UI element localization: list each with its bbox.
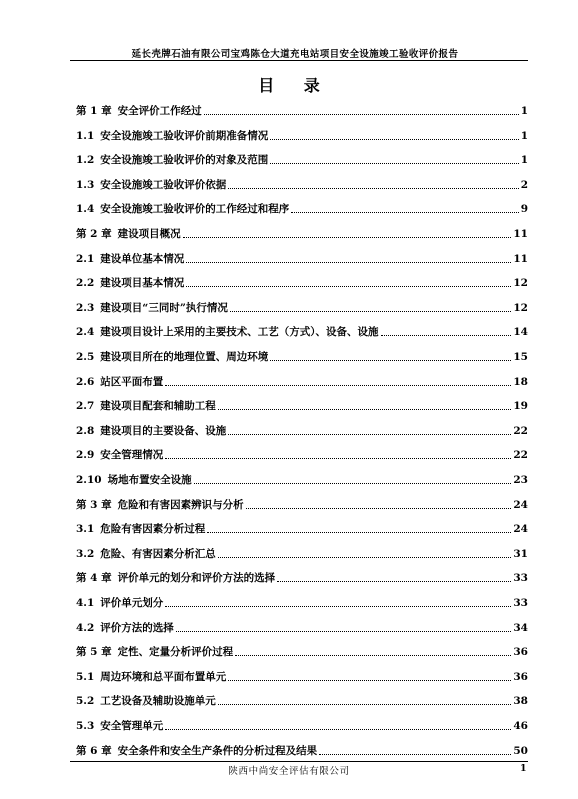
toc-entry-label: [76, 424, 226, 438]
toc-entry[interactable]: [76, 323, 528, 339]
toc-entry[interactable]: [76, 471, 528, 487]
page-number: 1: [520, 763, 527, 774]
toc-entry-title: 安全设施竣工验收评价的对象及范围: [100, 154, 269, 167]
toc-entry-title: 建设单位基本情况: [100, 252, 185, 265]
toc-entry-label: [76, 227, 181, 241]
toc-entry-label: [76, 129, 268, 143]
toc-entry[interactable]: [76, 397, 528, 413]
toc-entry-page: 38: [513, 695, 528, 708]
toc-entry-page: 19: [513, 400, 528, 413]
toc-entry-number: 5.2: [76, 695, 95, 708]
toc-entry[interactable]: [76, 200, 528, 216]
toc-entry-title: 安全条件和安全生产条件的分析过程及结果: [117, 744, 318, 757]
toc-entry-title: 建设项目的主要设备、设施: [100, 424, 227, 437]
toc-entry-page: 12: [513, 277, 528, 290]
toc-entry[interactable]: [76, 619, 528, 635]
toc-entry[interactable]: [76, 594, 528, 610]
toc-entry-title: 建设项目基本情况: [100, 277, 185, 290]
toc-entry-number: 2.5: [76, 351, 95, 363]
toc-entry-label: [76, 670, 226, 684]
footer-company: 陕西中尚安全评估有限公司: [228, 766, 350, 777]
toc-entry-label: [76, 571, 275, 585]
toc-dot-leader: [207, 532, 511, 533]
toc-entry-label: [76, 301, 228, 315]
toc-entry-title: 安全管理单元: [100, 720, 164, 732]
toc-entry-number: 第 1 章: [76, 105, 112, 117]
toc-entry-label: [76, 375, 163, 389]
toc-entry-title: 安全管理情况: [100, 449, 164, 462]
toc-entry-page: 31: [513, 547, 528, 560]
toc-entry-number: 1.1: [76, 129, 95, 142]
toc-entry[interactable]: [76, 692, 528, 708]
toc-entry[interactable]: [76, 373, 528, 389]
toc-dot-leader: [165, 606, 511, 607]
toc-dot-leader: [270, 139, 518, 140]
toc-entry-label: [76, 473, 192, 487]
toc-dot-leader: [270, 163, 518, 164]
toc-entry[interactable]: [76, 717, 528, 733]
toc-entry-label: [76, 498, 244, 512]
toc-entry-label: [76, 621, 174, 635]
toc-entry-page: 36: [513, 646, 528, 659]
toc-dot-leader: [186, 286, 511, 287]
toc-dot-leader: [218, 409, 512, 410]
toc-entry[interactable]: [76, 127, 528, 143]
toc-entry-number: 1.2: [76, 154, 95, 167]
toc-entry-number: 4.2: [76, 621, 95, 634]
toc-dot-leader: [381, 335, 512, 336]
toc-entry-number: 2.2: [76, 277, 95, 290]
toc-dot-leader: [204, 114, 519, 115]
toc-entry-number: 第 5 章: [76, 646, 112, 659]
toc-entry-title: 评价单元的划分和评价方法的选择: [117, 572, 276, 585]
toc-entry-title: 建设项目概况: [117, 228, 181, 240]
toc-dot-leader: [230, 311, 512, 312]
toc-dot-leader: [277, 581, 511, 582]
toc-entry-label: [76, 547, 216, 561]
toc-entry-label: [76, 522, 205, 536]
toc-entry[interactable]: [76, 742, 528, 758]
toc-entry-title: 建设项目配套和辅助工程: [100, 400, 216, 413]
toc-entry-number: 4.1: [76, 597, 95, 609]
toc-entry-page: 1: [520, 105, 528, 117]
toc-entry-title: 周边环境和总平面布置单元: [100, 670, 227, 683]
toc-entry-number: 3.2: [76, 547, 95, 560]
toc-entry-label: [76, 744, 317, 758]
footer-rule: [70, 761, 528, 762]
toc-entry-label: [76, 719, 163, 733]
toc-entry[interactable]: [76, 250, 528, 266]
toc-entry-title: 危险和有害因素辨识与分析: [117, 498, 244, 511]
toc-entry-number: 5.1: [76, 670, 95, 683]
toc-entry-label: [76, 276, 184, 290]
toc-entry-title: 安全设施竣工验收评价前期准备情况: [100, 129, 269, 142]
toc-entry[interactable]: [76, 668, 528, 684]
toc-entry-label: [76, 178, 226, 192]
toc-entry-title: 安全设施竣工验收评价依据: [100, 178, 227, 191]
toc-entry[interactable]: [76, 496, 528, 512]
toc-entry-title: 危险有害因素分析过程: [100, 523, 206, 536]
toc-entry-page: 22: [513, 449, 528, 462]
toc-entry[interactable]: [76, 274, 528, 290]
toc-entry-page: 15: [513, 351, 528, 363]
toc-entry-title: 工艺设备及辅助设施单元: [100, 695, 216, 708]
toc-entry-page: 9: [520, 203, 528, 216]
toc-dot-leader: [235, 655, 511, 656]
toc-dot-leader: [194, 483, 512, 484]
toc-entry-page: 24: [513, 523, 528, 536]
toc-entry-page: 11: [513, 228, 528, 240]
toc-dot-leader: [183, 237, 512, 238]
toc-entry-label: [76, 645, 233, 659]
toc-entry-page: 1: [520, 129, 528, 142]
toc-entry-title: 场地布置安全设施: [107, 474, 192, 486]
toc-entry[interactable]: [76, 545, 528, 561]
toc-entry[interactable]: [76, 225, 528, 241]
page-title: 目 录: [258, 76, 332, 95]
toc-entry-label: [76, 448, 163, 462]
toc-dot-leader: [165, 729, 511, 730]
toc-entry-number: 第 3 章: [76, 498, 112, 511]
toc-entry[interactable]: [76, 422, 528, 438]
toc-entry-page: 36: [513, 670, 528, 683]
toc-entry-number: 2.1: [76, 252, 95, 265]
toc-entry-title: 定性、定量分析评价过程: [117, 646, 234, 659]
toc-entry-label: [76, 350, 268, 364]
toc-entry-label: [76, 694, 216, 708]
toc-dot-leader: [228, 680, 511, 681]
toc-dot-leader: [176, 631, 512, 632]
toc-entry-number: 2.8: [76, 424, 95, 437]
toc-entry-page: 11: [513, 252, 528, 265]
toc-entry-number: 第 6 章: [76, 744, 112, 757]
toc-entry-number: 3.1: [76, 523, 95, 536]
toc-entry-page: 12: [513, 301, 528, 314]
toc-dot-leader: [291, 212, 518, 213]
toc-entry-number: 2.9: [76, 449, 95, 462]
toc-dot-leader: [270, 360, 511, 361]
toc-entry-number: 第 2 章: [76, 228, 112, 240]
toc-entry-page: 18: [513, 375, 528, 388]
toc-entry-page: 33: [513, 597, 528, 609]
toc-entry-title: 危险、有害因素分析汇总: [100, 547, 216, 560]
toc-entry-title: 评价单元划分: [100, 597, 164, 609]
toc-entry-number: 1.3: [76, 178, 95, 191]
toc-entry-number: 2.3: [76, 301, 95, 314]
toc-entry[interactable]: [76, 151, 528, 167]
toc-entry-page: 14: [513, 326, 528, 339]
toc-entry-page: 1: [520, 154, 528, 167]
toc-entry[interactable]: [76, 569, 528, 585]
header-rule: [70, 60, 528, 61]
toc-entry-title: 建设项目“三同时”执行情况: [100, 301, 228, 314]
toc-entry-number: 5.3: [76, 720, 95, 732]
toc-entry-number: 第 4 章: [76, 572, 112, 585]
toc-dot-leader: [218, 557, 512, 558]
toc-entry-title: 建设项目所在的地理位置、周边环境: [100, 351, 269, 363]
toc-entry-page: 22: [513, 424, 528, 437]
toc-entry-number: 2.10: [76, 474, 102, 486]
toc-entry-number: 2.4: [76, 326, 95, 339]
toc-entry-label: [76, 252, 184, 266]
toc-dot-leader: [319, 754, 511, 755]
toc-entry-title: 评价方法的选择: [100, 621, 174, 634]
toc-dot-leader: [165, 458, 511, 459]
toc-entry-page: 34: [513, 621, 528, 634]
toc-entry-number: 2.7: [76, 400, 95, 413]
toc-entry[interactable]: [76, 643, 528, 659]
toc-entry-label: [76, 399, 216, 413]
toc-entry-page: 24: [513, 498, 528, 511]
toc-entry[interactable]: [76, 176, 528, 192]
toc-entry[interactable]: [76, 520, 528, 536]
toc-entry-page: 23: [513, 474, 528, 486]
toc-entry-number: 2.6: [76, 375, 95, 388]
toc-entry-title: 安全评价工作经过: [117, 105, 202, 117]
toc-entry-label: [76, 202, 289, 216]
toc-entry-label: [76, 325, 379, 339]
toc-dot-leader: [246, 508, 512, 509]
toc-entry-page: 46: [513, 720, 528, 732]
toc-entry-title: 建设项目设计上采用的主要技术、工艺（方式）、设备、设施: [100, 326, 379, 339]
toc-dot-leader: [186, 262, 511, 263]
toc-entry-page: 2: [520, 178, 528, 191]
toc-entry-title: 安全设施竣工验收评价的工作经过和程序: [100, 203, 290, 216]
toc-dot-leader: [228, 188, 518, 189]
toc-entry-number: 1.4: [76, 203, 95, 216]
running-header: 延长壳牌石油有限公司宝鸡陈仓大道充电站项目安全设施竣工验收评价报告: [131, 49, 459, 60]
toc-entry-title: 站区平面布置: [100, 375, 164, 388]
toc-entry[interactable]: [76, 348, 528, 364]
toc-dot-leader: [228, 434, 511, 435]
toc-entry[interactable]: [76, 102, 528, 118]
toc-entry-label: [76, 104, 202, 118]
toc-entry[interactable]: [76, 299, 528, 315]
toc-entry-page: 33: [513, 572, 528, 585]
toc-entry-label: [76, 596, 163, 610]
toc-entry[interactable]: [76, 446, 528, 462]
toc-dot-leader: [165, 385, 511, 386]
toc-entry-page: 50: [513, 744, 528, 757]
toc-entry-label: [76, 153, 268, 167]
toc-dot-leader: [218, 704, 512, 705]
